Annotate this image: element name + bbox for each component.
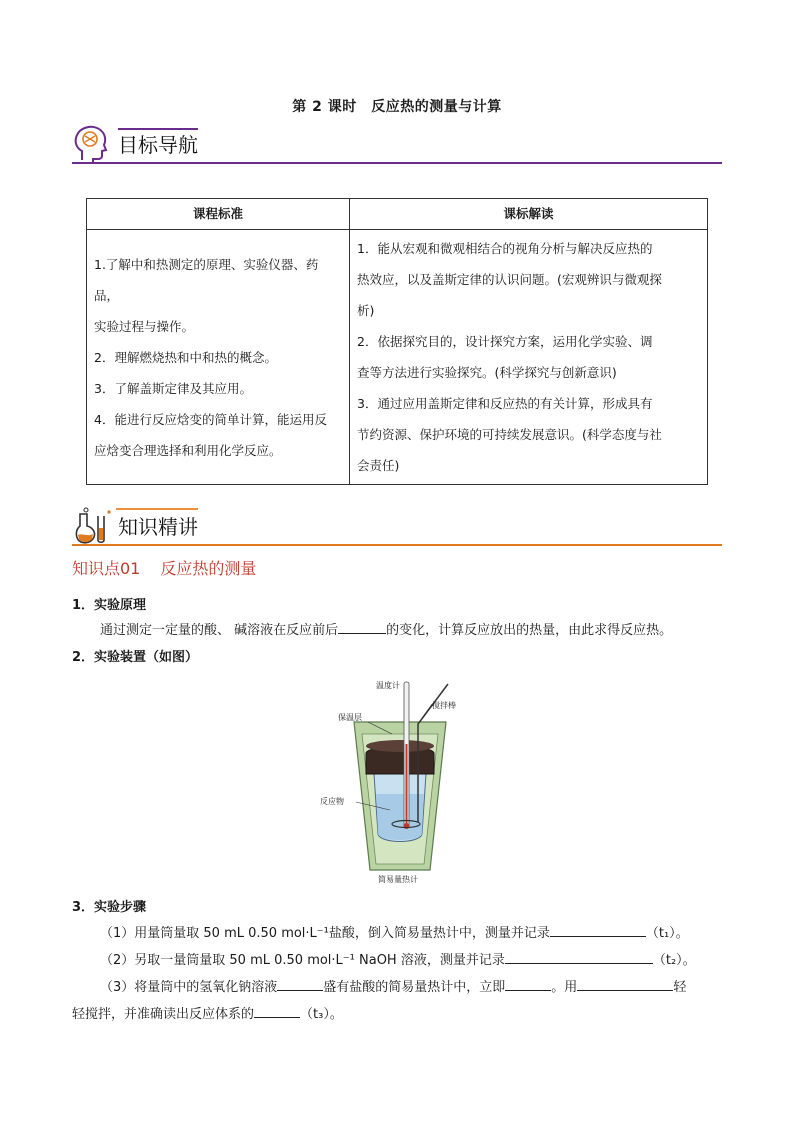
standard-line: 应焓变合理选择和利用化学反应。 (94, 442, 282, 458)
step-3-text-b: 盛有盐酸的简易量热计中，立即 (323, 980, 506, 995)
answer-blank[interactable] (505, 978, 551, 991)
standard-line: 实验过程与操作。 (94, 318, 195, 334)
section-rule-goals (72, 162, 722, 164)
table-cell-interpretation (350, 230, 708, 485)
answer-blank[interactable] (550, 924, 646, 937)
step-3-cont (72, 1003, 343, 1022)
answer-blank[interactable] (338, 621, 386, 634)
section-title-knowledge: 知识精讲 (118, 515, 198, 539)
section-header-goals (72, 124, 722, 164)
interpretation-line: 1．能从宏观和微观相结合的视角分析与解决反应热的 (357, 241, 653, 256)
principle-text-b: 的变化，计算反应放出的热量，由此求得反应热。 (386, 623, 673, 638)
steps-heading: 3．实验步骤 (72, 900, 147, 915)
apparatus-heading: 2．实验装置（如图） (72, 650, 199, 665)
step-1-text: （1）用量筒量取 50 mL 0.50 mol·L⁻¹盐酸，倒入简易量热计中，测量并记录 (100, 926, 550, 941)
standard-line: 1.了解中和热测定的原理、实验仪器、药品， (94, 256, 319, 303)
page-title: 第 2 课时 反应热的测量与计算 (292, 99, 502, 115)
interpretation-line: 2．依据探究目的，设计探究方案，运用化学实验、调 (357, 334, 653, 349)
interpretation-line: 析) (357, 303, 375, 318)
standards-table (86, 198, 708, 485)
label-stirrer: 搅拌棒 (432, 701, 456, 710)
step-3 (100, 976, 686, 995)
interpretation-line: 3．通过应用盖斯定律和反应热的有关计算，形成具有 (357, 396, 653, 411)
answer-blank[interactable] (277, 978, 323, 991)
principle-text-a: 通过测定一定量的酸、 碱溶液在反应前后 (100, 623, 339, 638)
step-1 (100, 922, 689, 941)
interpretation-line: 热效应，以及盖斯定律的认识问题。(宏观辨识与微观探 (357, 272, 662, 287)
answer-blank[interactable] (577, 978, 673, 991)
step-3-text-d: 轻 (673, 980, 687, 995)
flask-icon (72, 506, 114, 546)
knowledge-point-title (72, 556, 256, 579)
interpretation-line: 查等方法进行实验探究。(科学探究与创新意识) (357, 365, 617, 380)
interpretation-line: 节约资源、保护环境的可持续发展意识。(科学态度与社 (357, 427, 662, 442)
step-2-symbol: （t₂）。 (652, 953, 696, 968)
knowledge-point-label: 知识点01 (72, 559, 141, 578)
section-title-goals: 目标导航 (118, 133, 198, 157)
section-accent-knowledge (116, 508, 198, 510)
label-insulation: 保温层 (338, 713, 362, 722)
section-rule-knowledge (72, 544, 722, 546)
section-header-knowledge (72, 506, 722, 546)
standard-line: 3．了解盖斯定律及其应用。 (94, 380, 252, 396)
table-header-standard: 课程标准 (87, 199, 350, 230)
label-thermometer: 温度计 (376, 681, 400, 690)
step-1-symbol: （t₁）。 (645, 926, 689, 941)
step-2 (100, 949, 696, 968)
standard-line: 4．能进行反应焓变的简单计算，能运用反 (94, 411, 327, 427)
step-3-text-a: （3）将量筒中的氢氧化钠溶液 (100, 980, 278, 995)
answer-blank[interactable] (254, 1005, 300, 1018)
head-brain-icon (72, 124, 114, 164)
principle-text (100, 619, 672, 638)
step-3-text-c: 。用 (551, 980, 578, 995)
table-header-interpretation: 课标解读 (350, 199, 708, 230)
calorimeter-diagram (300, 674, 500, 888)
calorimeter-figure (300, 674, 500, 888)
step-3-symbol: （t₃）。 (300, 1007, 343, 1022)
knowledge-point-name: 反应热的测量 (160, 559, 257, 578)
step-2-text: （2）另取一量筒量取 50 mL 0.50 mol·L⁻¹ NaOH 溶液，测量并记录 (100, 953, 505, 968)
table-cell-standard (87, 230, 350, 485)
standard-line: 2．理解燃烧热和中和热的概念。 (94, 349, 277, 365)
principle-heading: 1．实验原理 (72, 598, 147, 613)
label-reactant: 反应物 (320, 797, 344, 806)
answer-blank[interactable] (505, 951, 653, 964)
figure-caption: 简易量热计 (378, 875, 418, 884)
step-3-text-e: 轻搅拌，并准确读出反应体系的 (72, 1007, 255, 1022)
interpretation-line: 会责任) (357, 458, 400, 473)
